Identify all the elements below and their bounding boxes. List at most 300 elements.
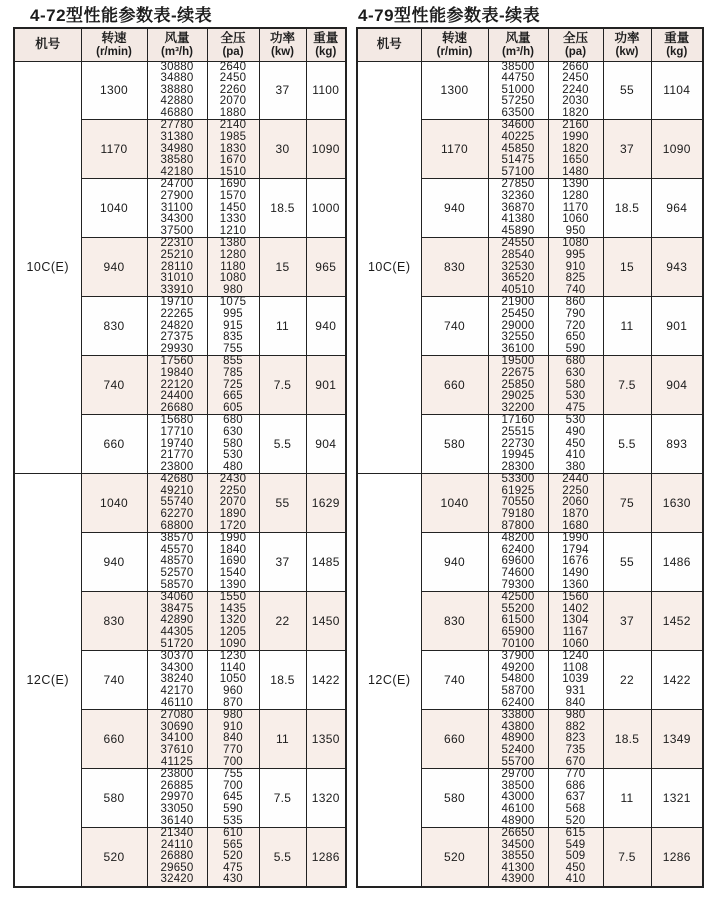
flow-value: 55700	[501, 755, 535, 768]
flow-value: 37610	[160, 743, 194, 756]
flow-value: 17560	[160, 355, 194, 368]
pressure-value: 580	[565, 378, 586, 391]
pressure-value: 605	[223, 401, 243, 414]
power-cell: 11	[603, 769, 651, 828]
flow-values-cell	[488, 474, 548, 533]
column-header	[207, 28, 259, 61]
table-row	[14, 61, 346, 120]
flow-values-cell	[147, 415, 207, 474]
power-cell: 18.5	[259, 651, 306, 710]
flow-value: 32420	[160, 873, 194, 886]
pressure-values-cell	[548, 179, 603, 238]
pressure-value: 1990	[219, 532, 247, 545]
flow-value: 87800	[501, 519, 535, 532]
pressure-values-cell	[207, 120, 259, 179]
power-cell: 11	[603, 297, 651, 356]
weight-cell: 1450	[306, 592, 346, 651]
flow-value: 48900	[501, 732, 535, 745]
pressure-value: 855	[223, 355, 243, 368]
flow-value: 65900	[501, 626, 535, 638]
column-header-label: 全压	[562, 30, 588, 45]
pressure-value: 1080	[219, 272, 247, 285]
power-cell: 55	[259, 474, 306, 533]
weight-cell: 1321	[651, 769, 703, 828]
flow-value: 29700	[501, 768, 535, 781]
power-cell: 7.5	[603, 356, 651, 415]
flow-value: 15680	[160, 414, 194, 427]
pressure-value: 823	[565, 732, 586, 745]
pressure-value: 2250	[219, 484, 247, 497]
power-cell: 11	[259, 297, 306, 356]
pressure-value: 549	[565, 838, 586, 851]
pressure-value: 870	[223, 696, 243, 709]
pressure-value: 980	[223, 709, 243, 722]
table-title-4-72: 4-72型性能参数表-续表	[30, 6, 213, 25]
power-cell: 5.5	[259, 828, 306, 887]
weight-cell: 943	[651, 238, 703, 297]
column-header	[421, 28, 488, 61]
flow-value: 24820	[160, 319, 194, 332]
weight-cell: 965	[306, 238, 346, 297]
pressure-value: 410	[565, 449, 586, 462]
flow-value: 32200	[501, 401, 535, 414]
pressure-value: 450	[565, 437, 586, 450]
pressure-values-cell	[207, 474, 259, 533]
flow-value: 57250	[501, 95, 535, 108]
pressure-value: 1320	[219, 614, 247, 627]
weight-cell: 1422	[306, 651, 346, 710]
flow-value: 36140	[160, 814, 194, 827]
pressure-value: 835	[223, 331, 243, 344]
flow-value: 69600	[501, 555, 535, 568]
column-header	[81, 28, 147, 61]
pressure-value: 1490	[562, 567, 589, 580]
flow-value: 63500	[501, 106, 535, 119]
pressure-value: 1140	[220, 661, 246, 674]
flow-value: 52570	[160, 567, 194, 580]
flow-value: 22310	[160, 237, 194, 250]
weight-cell: 940	[306, 297, 346, 356]
pressure-value: 1390	[562, 178, 589, 191]
speed-cell: 940	[81, 533, 147, 592]
speed-cell: 940	[81, 238, 147, 297]
speed-cell: 580	[81, 769, 147, 828]
flow-values-cell	[488, 710, 548, 769]
column-header-unit: (kg)	[315, 45, 337, 58]
power-cell: 11	[259, 710, 306, 769]
flow-value: 38240	[160, 673, 194, 686]
flow-value: 22265	[160, 307, 194, 320]
pressure-value: 1510	[219, 165, 247, 178]
pressure-value: 1280	[219, 249, 247, 261]
machine-number-cell: 10C(E)	[357, 61, 421, 474]
flow-value: 40225	[501, 131, 535, 144]
weight-cell: 1100	[306, 61, 346, 120]
pressure-values-cell	[548, 710, 603, 769]
flow-value: 38550	[501, 850, 535, 863]
pressure-value: 1280	[562, 190, 589, 203]
flow-value: 19500	[501, 355, 535, 368]
pressure-value: 1108	[562, 661, 589, 674]
pressure-value: 1820	[562, 142, 589, 155]
pressure-value: 2260	[219, 83, 247, 96]
weight-cell: 893	[651, 415, 703, 474]
flow-value: 42170	[160, 684, 194, 697]
flow-values-cell	[147, 592, 207, 651]
flow-value: 34880	[160, 72, 194, 85]
flow-value: 42500	[501, 591, 535, 604]
pressure-value: 840	[223, 732, 243, 745]
flow-value: 24550	[501, 237, 535, 250]
pressure-value: 2160	[562, 119, 589, 132]
speed-cell: 1300	[421, 61, 488, 120]
flow-value: 40510	[501, 283, 535, 296]
pressure-value: 520	[223, 850, 243, 863]
pressure-value: 1167	[562, 626, 589, 638]
flow-values-cell	[488, 356, 548, 415]
flow-value: 25450	[501, 307, 535, 320]
pressure-value: 2030	[562, 95, 589, 108]
column-header-label: 机号	[35, 37, 61, 52]
flow-value: 37500	[160, 224, 194, 237]
pressure-value: 480	[223, 460, 243, 473]
flow-value: 43800	[501, 720, 535, 733]
pressure-values-cell	[207, 356, 259, 415]
power-cell: 22	[603, 651, 651, 710]
pressure-values-cell	[548, 474, 603, 533]
column-header	[357, 28, 421, 61]
pressure-value: 1050	[219, 673, 247, 686]
flow-values-cell	[147, 651, 207, 710]
pressure-value: 980	[565, 709, 586, 722]
flow-value: 45570	[160, 543, 194, 556]
pressure-value: 755	[223, 768, 243, 781]
pressure-value: 680	[565, 355, 586, 368]
pressure-value: 1402	[562, 602, 589, 615]
speed-cell: 830	[81, 592, 147, 651]
pressure-value: 725	[223, 378, 243, 391]
weight-cell: 964	[651, 179, 703, 238]
flow-value: 45890	[501, 224, 535, 237]
pressure-values-cell	[207, 61, 259, 120]
pressure-value: 475	[223, 861, 243, 874]
power-cell: 75	[603, 474, 651, 533]
pressure-value: 670	[565, 755, 586, 768]
pressure-value: 630	[565, 366, 586, 379]
pressure-value: 700	[223, 755, 243, 768]
pressure-value: 637	[565, 791, 586, 804]
table-title-4-79: 4-79型性能参数表-续表	[358, 6, 541, 25]
pressure-value: 882	[565, 720, 586, 733]
table-row	[357, 61, 703, 120]
flow-value: 52400	[501, 743, 535, 756]
flow-value: 33910	[160, 283, 194, 296]
pressure-value: 610	[223, 827, 243, 840]
flow-value: 38475	[160, 602, 194, 615]
flow-value: 28540	[501, 249, 535, 261]
weight-cell: 1422	[651, 651, 703, 710]
flow-value: 55740	[160, 496, 194, 509]
flow-value: 19840	[160, 366, 194, 379]
pressure-value: 910	[223, 720, 243, 733]
pressure-value: 580	[223, 437, 243, 450]
power-cell: 5.5	[603, 415, 651, 474]
column-header	[306, 28, 346, 61]
speed-cell: 940	[421, 179, 488, 238]
flow-value: 30370	[160, 650, 194, 663]
speed-cell: 740	[81, 651, 147, 710]
flow-value: 38500	[501, 779, 535, 792]
pressure-value: 1840	[219, 543, 247, 556]
pressure-value: 980	[223, 283, 243, 296]
pressure-value: 410	[565, 873, 586, 886]
flow-value: 27375	[160, 331, 194, 344]
pressure-value: 1570	[219, 190, 247, 203]
power-cell: 18.5	[603, 179, 651, 238]
flow-value: 38500	[501, 61, 535, 73]
flow-values-cell	[147, 828, 207, 887]
flow-value: 62270	[160, 508, 194, 521]
flow-value: 29930	[160, 342, 194, 355]
flow-value: 36520	[501, 272, 535, 285]
flow-value: 49210	[160, 484, 194, 497]
flow-value: 34600	[501, 119, 535, 132]
power-cell: 5.5	[259, 415, 306, 474]
flow-value: 48570	[160, 555, 194, 568]
flow-values-cell	[147, 297, 207, 356]
column-header-label: 功率	[269, 30, 295, 45]
flow-value: 27080	[160, 709, 194, 722]
pressure-value: 1304	[562, 614, 589, 627]
pressure-value: 1060	[562, 637, 589, 650]
flow-value: 38880	[160, 83, 194, 96]
flow-value: 46100	[501, 802, 535, 815]
pressure-value: 665	[223, 390, 243, 403]
speed-cell: 520	[421, 828, 488, 887]
pressure-value: 1435	[219, 602, 247, 615]
flow-value: 61500	[501, 614, 535, 627]
pressure-value: 2070	[219, 496, 247, 509]
weight-cell: 1090	[306, 120, 346, 179]
pressure-value: 2640	[219, 61, 247, 73]
pressure-value: 700	[223, 779, 243, 792]
flow-value: 29000	[501, 319, 535, 332]
speed-cell: 1170	[81, 120, 147, 179]
pressure-value: 1330	[219, 213, 247, 226]
flow-value: 29970	[160, 791, 194, 804]
pressure-values-cell	[548, 61, 603, 120]
speed-cell: 520	[81, 828, 147, 887]
pressure-value: 2060	[562, 496, 589, 509]
flow-value: 22675	[501, 366, 535, 379]
flow-values-cell	[147, 533, 207, 592]
flow-value: 25210	[160, 249, 194, 261]
pressure-value: 1690	[219, 555, 247, 568]
pressure-value: 1180	[220, 260, 246, 273]
flow-value: 22730	[501, 437, 535, 450]
flow-value: 55200	[501, 602, 535, 615]
flow-value: 43000	[501, 791, 535, 804]
power-cell: 22	[259, 592, 306, 651]
flow-value: 28300	[501, 460, 535, 473]
pressure-values-cell	[548, 769, 603, 828]
pressure-value: 2140	[219, 119, 247, 132]
flow-value: 74600	[501, 567, 535, 580]
pressure-value: 1680	[562, 519, 589, 532]
pressure-value: 740	[565, 283, 586, 296]
column-header-unit: (kg)	[666, 45, 688, 58]
pressure-value: 755	[223, 342, 243, 355]
pressure-value: 2250	[562, 484, 589, 497]
speed-cell: 1300	[81, 61, 147, 120]
pressure-value: 825	[565, 272, 586, 285]
pressure-value: 915	[223, 319, 243, 332]
flow-values-cell	[147, 769, 207, 828]
pressure-value: 995	[565, 249, 586, 261]
flow-value: 21900	[501, 296, 535, 309]
pressure-value: 1540	[219, 567, 247, 580]
flow-value: 28110	[160, 260, 194, 273]
pressure-value: 1039	[562, 673, 589, 686]
column-header	[651, 28, 703, 61]
speed-cell: 1040	[81, 179, 147, 238]
flow-value: 32360	[501, 190, 535, 203]
flow-value: 34300	[160, 213, 194, 226]
flow-value: 26680	[160, 401, 194, 414]
pressure-values-cell	[548, 592, 603, 651]
flow-value: 25850	[501, 378, 535, 391]
power-cell: 55	[603, 61, 651, 120]
weight-cell: 1350	[306, 710, 346, 769]
column-header-unit: (r/min)	[436, 45, 473, 58]
flow-value: 24400	[160, 390, 194, 403]
column-header-label: 功率	[614, 30, 640, 45]
pressure-value: 785	[223, 366, 243, 379]
power-cell: 18.5	[259, 179, 306, 238]
pressure-value: 535	[223, 814, 243, 827]
flow-value: 19945	[501, 449, 535, 462]
pressure-value: 430	[223, 873, 243, 886]
pressure-value: 840	[565, 696, 586, 709]
power-cell: 15	[603, 238, 651, 297]
pressure-value: 1210	[219, 224, 247, 237]
flow-value: 44750	[501, 72, 535, 85]
weight-cell: 901	[306, 356, 346, 415]
pressure-value: 1794	[562, 543, 589, 556]
pressure-value: 1690	[219, 178, 247, 191]
pressure-values-cell	[207, 533, 259, 592]
speed-cell: 740	[421, 651, 488, 710]
weight-cell: 1486	[651, 533, 703, 592]
pressure-values-cell	[207, 238, 259, 297]
flow-value: 36870	[501, 201, 535, 214]
power-cell: 7.5	[259, 356, 306, 415]
flow-value: 24700	[160, 178, 194, 191]
weight-cell: 1452	[651, 592, 703, 651]
power-cell: 7.5	[603, 828, 651, 887]
flow-value: 42880	[160, 95, 194, 108]
speed-cell: 830	[81, 297, 147, 356]
pressure-value: 450	[565, 861, 586, 874]
flow-value: 32550	[501, 331, 535, 344]
pressure-value: 490	[565, 425, 586, 438]
flow-value: 58700	[501, 684, 535, 697]
column-header	[603, 28, 651, 61]
machine-number-cell: 12C(E)	[357, 474, 421, 887]
flow-value: 24110	[160, 838, 194, 851]
pressure-values-cell	[548, 238, 603, 297]
weight-cell: 901	[651, 297, 703, 356]
pressure-value: 2430	[219, 473, 247, 486]
pressure-value: 950	[565, 224, 586, 237]
pressure-value: 2440	[562, 473, 589, 486]
weight-cell: 1286	[651, 828, 703, 887]
flow-value: 27780	[160, 119, 194, 132]
flow-value: 48200	[501, 532, 535, 545]
pressure-value: 770	[565, 768, 586, 781]
weight-cell: 1000	[306, 179, 346, 238]
flow-value: 34300	[160, 661, 194, 674]
weight-cell: 1090	[651, 120, 703, 179]
power-cell: 30	[259, 120, 306, 179]
pressure-value: 1360	[562, 578, 589, 591]
pressure-value: 1560	[562, 591, 589, 604]
power-cell: 37	[603, 592, 651, 651]
pressure-value: 1550	[219, 591, 247, 604]
pressure-value: 1380	[219, 237, 247, 250]
flow-value: 25515	[501, 425, 535, 438]
flow-value: 23800	[160, 768, 194, 781]
weight-cell: 1104	[651, 61, 703, 120]
pressure-value: 530	[223, 449, 243, 462]
weight-cell: 1485	[306, 533, 346, 592]
pressure-value: 630	[223, 425, 243, 438]
pressure-values-cell	[207, 297, 259, 356]
speed-cell: 580	[421, 415, 488, 474]
pressure-value: 2070	[219, 95, 247, 108]
pressure-value: 475	[565, 401, 586, 414]
flow-values-cell	[147, 120, 207, 179]
flow-value: 53300	[501, 473, 535, 486]
flow-value: 70100	[501, 637, 535, 650]
column-header-label: 重量	[664, 30, 690, 45]
column-header	[259, 28, 306, 61]
pressure-values-cell	[548, 120, 603, 179]
pressure-values-cell	[548, 356, 603, 415]
speed-cell: 1040	[421, 474, 488, 533]
flow-value: 54800	[501, 673, 535, 686]
flow-value: 22120	[160, 378, 194, 391]
pressure-values-cell	[207, 179, 259, 238]
column-header-label: 机号	[376, 37, 402, 52]
pressure-value: 568	[565, 802, 586, 815]
pressure-value: 2660	[562, 61, 589, 73]
header-row	[14, 28, 346, 61]
pressure-values-cell	[207, 828, 259, 887]
pressure-value: 770	[223, 743, 243, 756]
column-header-label: 全压	[220, 30, 246, 45]
pressure-values-cell	[207, 769, 259, 828]
pressure-value: 650	[565, 331, 586, 344]
flow-value: 42890	[160, 614, 194, 627]
flow-value: 17710	[160, 425, 194, 438]
flow-value: 51720	[160, 637, 194, 650]
pressure-value: 1985	[219, 131, 247, 144]
flow-value: 34100	[160, 732, 194, 745]
weight-cell: 1320	[306, 769, 346, 828]
flow-value: 34500	[501, 838, 535, 851]
flow-value: 29650	[160, 861, 194, 874]
